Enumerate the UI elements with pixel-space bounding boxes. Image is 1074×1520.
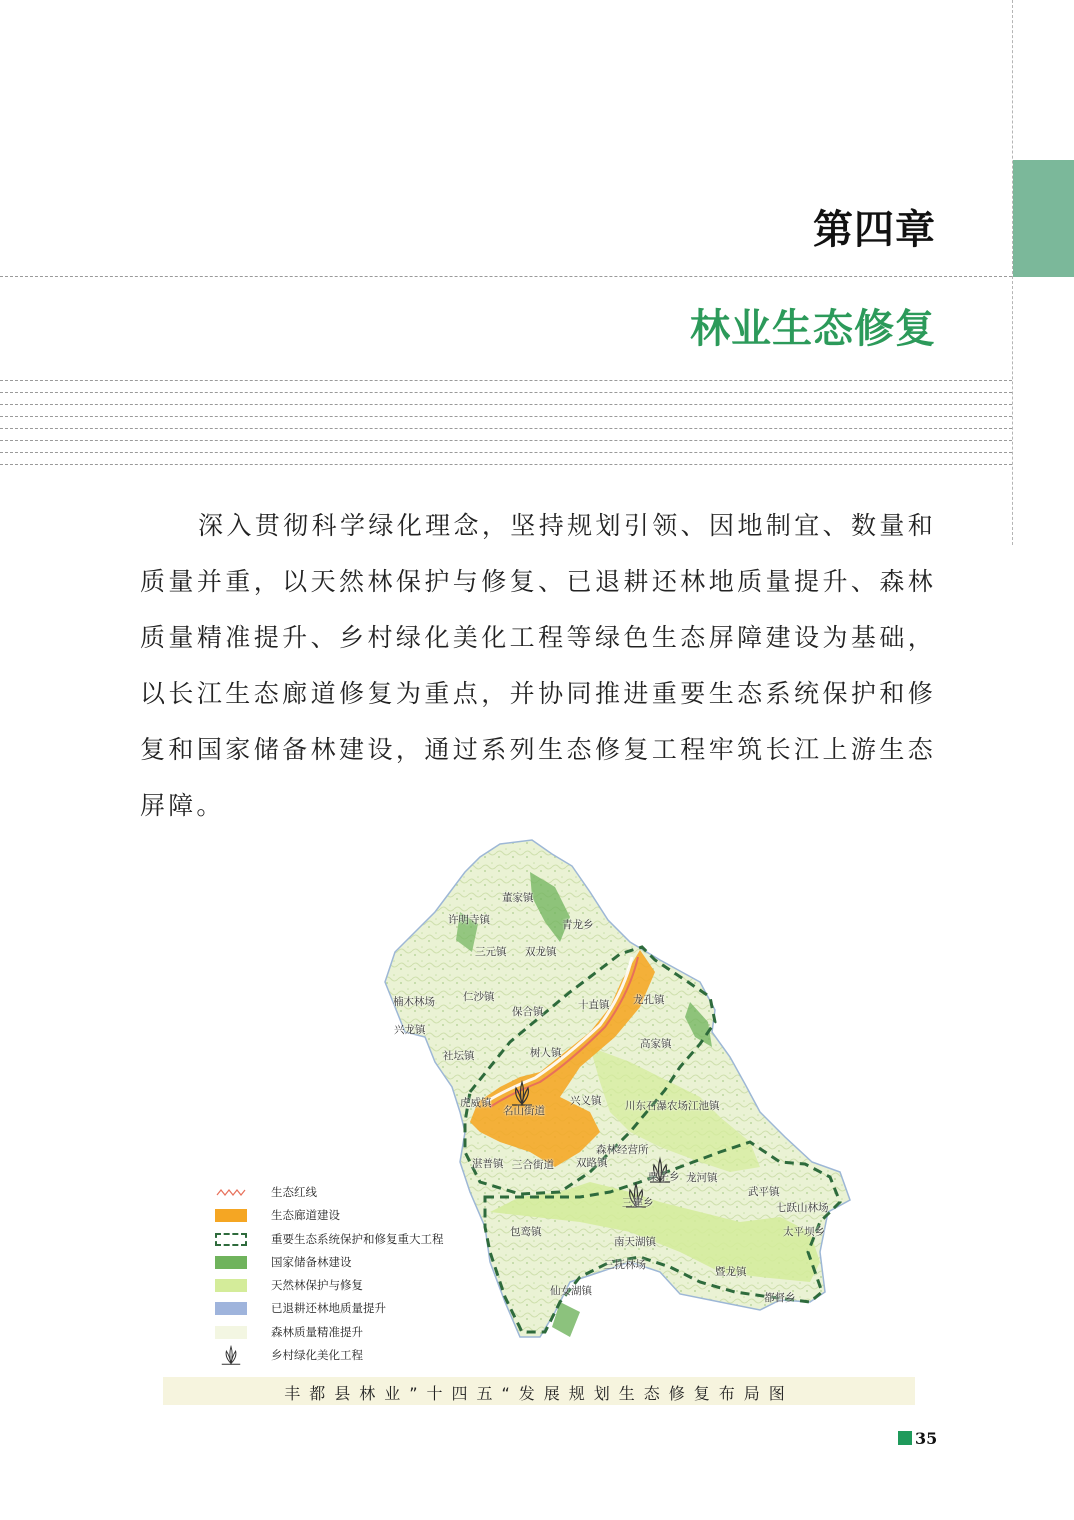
place-label: 楠木林场: [393, 996, 435, 1008]
place-label: 七跃山林场: [776, 1202, 829, 1214]
legend-label: 生态红线: [271, 1185, 317, 1199]
place-label: 龙河镇: [686, 1172, 718, 1184]
place-label: 栗子乡: [648, 1171, 680, 1183]
place-label: 三元镇: [475, 946, 507, 958]
place-label: 兴龙镇: [394, 1024, 426, 1036]
page-number-text: 35: [915, 1429, 938, 1448]
place-label: 包鸾镇: [510, 1226, 542, 1238]
chapter-side-tab: [1013, 160, 1074, 277]
place-label: 青龙乡: [562, 919, 594, 931]
place-label: 双路镇: [576, 1157, 608, 1169]
place-label: 仁沙镇: [463, 991, 495, 1003]
natural-forest-swatch: [215, 1279, 247, 1292]
place-label: 武平镇: [748, 1186, 780, 1198]
legend-item-natural-forest: [215, 1275, 495, 1298]
legend-label: 国家储备林建设: [271, 1254, 352, 1269]
chapter-title: 林业生态修复: [690, 306, 936, 352]
place-label: 太平坝乡: [783, 1226, 825, 1238]
returned-farmland-swatch: [215, 1302, 247, 1315]
page-number-marker: [898, 1431, 912, 1445]
place-label: 名山街道: [503, 1105, 545, 1117]
place-label: 森林经营所: [596, 1144, 649, 1156]
legend-item-major-project: [215, 1229, 495, 1252]
reserve-forest-swatch: [215, 1256, 247, 1269]
place-label: 都督乡: [764, 1292, 796, 1304]
legend-item-rural-greening: [215, 1345, 495, 1368]
body-paragraph: 深入贯彻科学绿化理念，坚持规划引领、因地制宜、数量和质量并重，以天然林保护与修复、已退耕还林地质量提升、森林质量精准提升、乡村绿化美化工程等绿色生态屏障建设为基础，以长江生态廊道修复为重点，并协同推进重要生态系统保护和修复和国家储备林建设，通过系列生态修复工程牢筑长江上游生态屏障。: [140, 511, 936, 820]
divider-line: [0, 276, 1012, 277]
corridor-swatch: [215, 1209, 247, 1222]
place-label: 三建乡: [622, 1197, 654, 1209]
place-label: 龙孔镇: [633, 994, 665, 1006]
place-label: 董家镇: [502, 892, 534, 904]
legend-item-redline: [215, 1182, 495, 1205]
place-label: 三合街道: [512, 1159, 554, 1171]
legend-item-forest-quality: [215, 1322, 495, 1345]
place-label: 川东石瀑农场: [625, 1100, 688, 1112]
legend-label: 已退耕还林地质量提升: [271, 1301, 386, 1316]
place-label: 兴义镇: [570, 1095, 602, 1107]
place-label: 南天湖镇: [614, 1236, 656, 1248]
place-label: 树人镇: [530, 1047, 562, 1059]
legend-label: 天然林保护与修复: [271, 1278, 363, 1293]
place-label: 虎威镇: [460, 1097, 492, 1109]
redline-swatch: [215, 1186, 247, 1199]
place-label: 高家镇: [640, 1038, 672, 1050]
major-project-swatch: [215, 1233, 247, 1246]
map-caption-bar: [163, 1377, 915, 1405]
map-caption: 丰都县林业”十四五“发展规划生态修复布局图: [284, 1384, 794, 1403]
rural-greening-icon: [215, 1345, 247, 1365]
legend-item-returned-farmland: [215, 1298, 495, 1321]
legend-label: 重要生态系统保护和修复重大工程: [271, 1231, 444, 1246]
place-label: 暨龙镇: [715, 1266, 747, 1278]
place-label: 江池镇: [688, 1100, 720, 1112]
place-label: 社坛镇: [443, 1050, 475, 1062]
legend-item-corridor: [215, 1205, 495, 1228]
place-label: 仙女湖镇: [550, 1285, 592, 1297]
legend-label: 乡村绿化美化工程: [271, 1348, 363, 1363]
legend-item-reserve-forest: [215, 1252, 495, 1275]
place-label: 双龙镇: [525, 946, 557, 958]
place-label: 保合镇: [512, 1006, 544, 1018]
chapter-number: 第四章: [813, 207, 936, 253]
place-label: 许明寺镇: [448, 914, 490, 926]
ecological-restoration-map: [160, 832, 916, 1377]
forest-quality-swatch: [215, 1326, 247, 1339]
legend-label: 生态廊道建设: [271, 1208, 340, 1223]
place-label: 湛普镇: [472, 1158, 504, 1170]
place-label: 三抚林场: [604, 1259, 646, 1271]
map-legend: [215, 1182, 495, 1368]
place-label: 十直镇: [578, 999, 610, 1011]
legend-label: 森林质量精准提升: [271, 1324, 363, 1339]
